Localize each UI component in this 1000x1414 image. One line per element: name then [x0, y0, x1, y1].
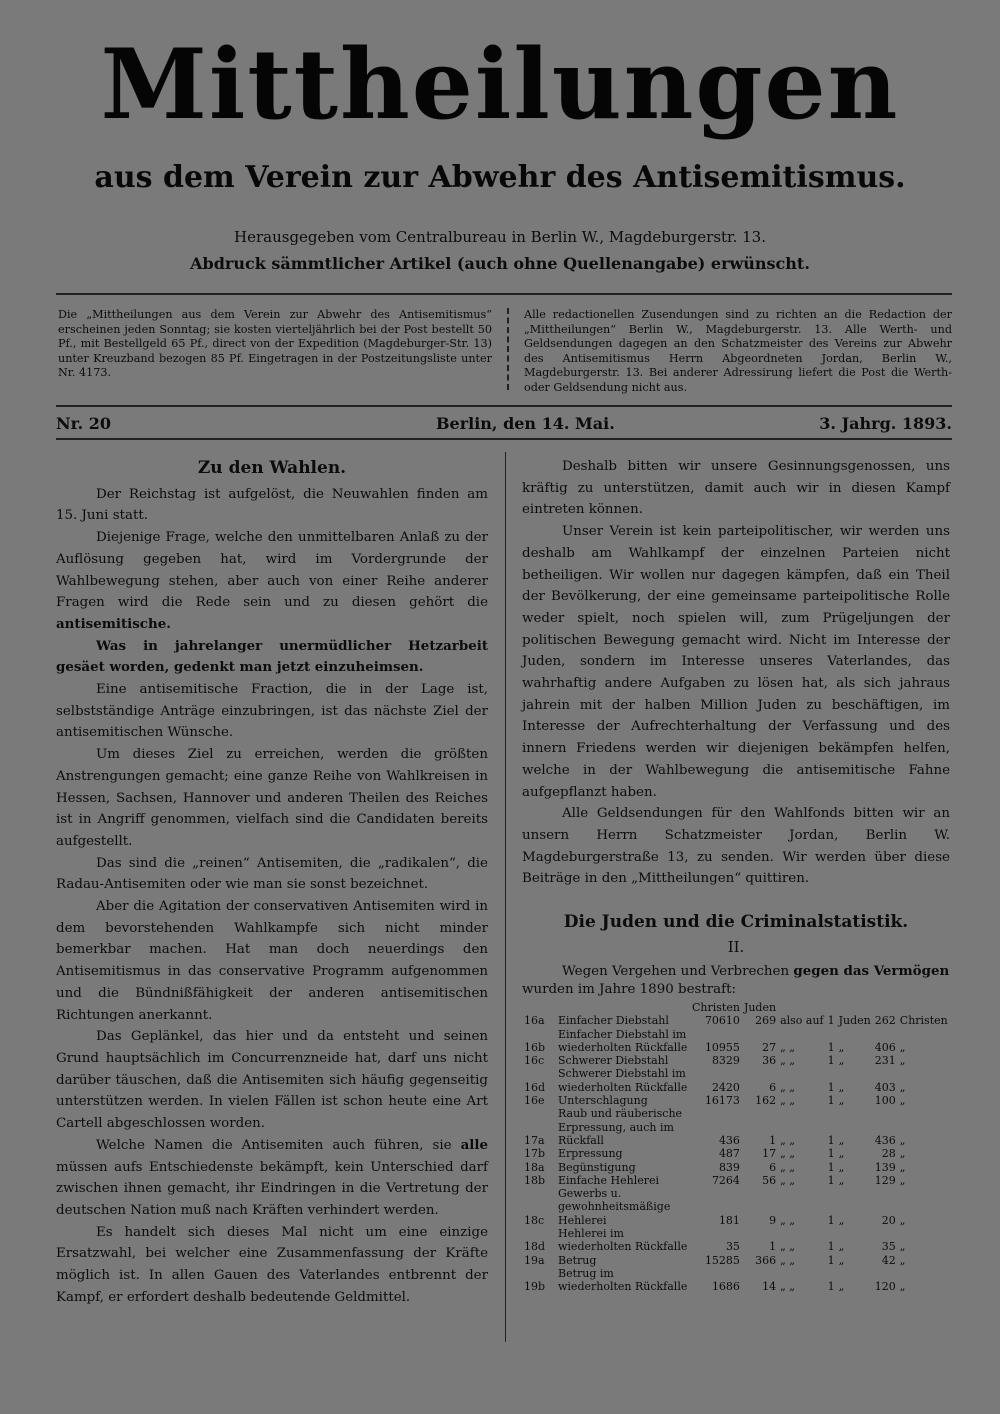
- article-paragraph: Das sind die „reinen“ Antisemiten, die „radikalen“, die Radau-Antisemiten oder wie man sie sonst bezeichnet.: [56, 855, 488, 893]
- issue-place-date: Berlin, den 14. Mai.: [436, 414, 615, 433]
- ratio-juden-word: „: [838, 1133, 845, 1147]
- juden-count: 162: [755, 1094, 777, 1108]
- article-paragraph: [56, 1135, 488, 1222]
- column-header-juden: Juden: [743, 1001, 777, 1014]
- juden-count: 366: [755, 1253, 777, 1267]
- statistics-table: [522, 1001, 950, 1294]
- ratio-christen-word: „: [899, 1240, 906, 1254]
- juden-count: 17: [762, 1147, 777, 1161]
- ratio-juden-word: „: [838, 1213, 845, 1227]
- article-paragraph: Deshalb bitten wir unsere Gesinnungsgenossen, uns kräftig zu unterstützen, damit auch wir in diesen Kampf eintreten können.: [522, 459, 950, 518]
- ratio-value: 35: [881, 1240, 896, 1254]
- ratio-prefix: „ „: [780, 1253, 795, 1267]
- ratio-christen-word: „: [899, 1173, 906, 1187]
- table-row: [522, 1107, 950, 1147]
- christen-count: 10955: [704, 1040, 740, 1054]
- article-paragraph: Es handelt sich dieses Mal nicht um eine einzige Ersatzwahl, bei welcher eine Zusammenfassung der Kräfte möglich ist. In allen Gauen des Vaterlandes entbrennt der Kampf, er erfordert deshalb bedeutende Geldmittel.: [56, 1224, 488, 1305]
- row-label: Schwerer Diebstahl im wiederholten Rückfalle: [558, 1067, 688, 1094]
- ratio-christen-word: „: [899, 1280, 906, 1294]
- ratio-one: 1: [827, 1040, 835, 1054]
- ratio-prefix: „ „: [780, 1173, 795, 1187]
- paragraph-text: müssen aufs Entschiedenste bekämpft, kein Unterschied darf zwischen ihnen gemacht, ihr Eindringen in die Vertretung der deutschen Nation muß nach Kräften verhindert werden.: [56, 1159, 488, 1218]
- ratio-one: 1: [827, 1080, 835, 1094]
- ratio-one: 1: [827, 1133, 835, 1147]
- subscription-notice: Die „Mittheilungen aus dem Verein zur Abwehr des Antisemitismus“ erscheinen jeden Sonntag; sie kosten vierteljährlich bei der Post bestellt 50 Pf., mit Bestellgeld 65 Pf., direct von der Expedition (Magdeburger-Str. 13) unter Kreuzband bezogen 85 Pf. Eingetragen in der Postzeitungsliste unter Nr. 4173.: [58, 308, 492, 380]
- ratio-value: 28: [881, 1147, 896, 1161]
- ratio-one: 1: [827, 1253, 835, 1267]
- section-intro: [522, 962, 950, 999]
- ratio-value: 100: [874, 1094, 896, 1108]
- ratio-value: 129: [874, 1173, 896, 1187]
- row-code: 19a: [524, 1253, 545, 1267]
- row-code: 16e: [524, 1094, 545, 1108]
- christen-count: 70610: [704, 1014, 740, 1028]
- intro-text: wurden im Jahre 1890 bestraft:: [522, 982, 736, 997]
- masthead-subtitle: aus dem Verein zur Abwehr des Antisemitismus.: [94, 160, 906, 195]
- juden-count: 1: [769, 1133, 777, 1147]
- article-paragraph: Alle Geldsendungen für den Wahlfonds bitten wir an unsern Herrn Schatzmeister Jordan, Berlin W. Magdeburgerstraße 13, zu senden. Wir werden über diese Beiträge in den „Mittheilungen“ quittiren.: [522, 806, 950, 887]
- christen-count: 1686: [711, 1280, 740, 1294]
- table-row: [522, 1147, 950, 1160]
- row-label: Betrug im wiederholten Rückfalle: [558, 1266, 688, 1294]
- ratio-christen-word: „: [899, 1133, 906, 1147]
- ratio-value: 120: [874, 1280, 896, 1294]
- publisher-line: Herausgegeben vom Centralbureau in Berlin W., Magdeburgerstr. 13.: [234, 228, 766, 246]
- article-paragraph: Der Reichstag ist aufgelöst, die Neuwahlen finden am 15. Juni statt.: [56, 486, 488, 524]
- juden-count: 36: [762, 1054, 777, 1068]
- ratio-value: 406: [874, 1040, 896, 1054]
- ratio-christen-word: „: [899, 1253, 906, 1267]
- juden-count: 14: [762, 1280, 777, 1294]
- ratio-juden-word: „: [838, 1280, 845, 1294]
- paragraph-text: Diejenige Frage, welche den unmittelbaren Anlaß zu der Auflösung gegeben hat, wird im Vordergrunde der Wahlbewegung stehen, aber auch von einer Reihe anderer Fragen wird die Rede sein und zu diesen gehört die: [56, 530, 488, 611]
- ratio-juden-word: Juden: [838, 1014, 871, 1028]
- row-code: 17b: [524, 1147, 546, 1161]
- table-row: [522, 1161, 950, 1174]
- ratio-one: 1: [827, 1280, 835, 1294]
- ratio-prefix: also auf: [780, 1014, 824, 1028]
- masthead-title: Mittheilungen: [100, 28, 900, 141]
- christen-count: 2420: [711, 1080, 740, 1094]
- ratio-christen-word: Christen: [899, 1014, 948, 1028]
- row-code: 18d: [524, 1240, 546, 1254]
- row-label: Einfache Hehlerei: [558, 1173, 660, 1187]
- article-paragraph: Unser Verein ist kein parteipolitischer, wir werden uns deshalb am Wahlkampf der einzelnen Parteien nicht betheiligen. Wir wollen nur dagegen kämpfen, daß ein Theil der Bevölkerung, der eine gemeinsame parteipolitische Rolle weder spielt, noch spielen will, zum Prügeljungen der politischen Bewegung gemacht wird. Nicht im Interesse der Juden, sondern im Interesse unseres Vaterlandes, das wahrhaftig andere Aufgaben zu lösen hat, als sich jahraus jahrein mit der halben Million Juden zu beschäftigen, im Interesse der Aufrechterhaltung der Verfassung und des innern Friedens werden wir diejenigen bekämpfen helfen, welche in der Wahlbewegung die antisemitische Fahne aufgepflanzt haben.: [522, 524, 950, 800]
- ratio-prefix: „ „: [780, 1094, 795, 1108]
- intro-text: Wegen Vergehen und Verbrechen: [562, 964, 790, 979]
- ratio-juden-word: „: [838, 1040, 845, 1054]
- row-code: 18c: [524, 1213, 545, 1227]
- article-paragraph: Das Geplänkel, das hier und da entsteht und seinen Grund hauptsächlich im Concurrenzneide hat, darf uns nicht darüber täuschen, daß die Antisemiten sich häufig gegenseitig unterstützen werden. In vielen Fällen ist schon heute eine Art Cartell abgeschlossen worden.: [56, 1029, 488, 1132]
- issue-year: 3. Jahrg. 1893.: [819, 414, 952, 433]
- row-label: Raub und räuberische Erpressung, auch im Rückfall: [558, 1107, 683, 1147]
- ratio-one: 1: [827, 1173, 835, 1187]
- juden-count: 56: [762, 1173, 777, 1187]
- juden-count: 27: [762, 1040, 777, 1054]
- ratio-juden-word: „: [838, 1094, 845, 1108]
- column-header-christen: Christen: [692, 1001, 740, 1014]
- ratio-value: 231: [874, 1054, 896, 1068]
- row-code: 17a: [524, 1133, 545, 1147]
- ratio-one: 1: [827, 1014, 835, 1028]
- editorial-notice: Alle redactionellen Zusendungen sind zu richten an die Redaction der „Mittheilungen“ Berlin W., Magdeburgerstr. 13. Alle Werth- und Geldsendungen dagegen an den Schatzmeister des Vereins zur Abwehr des Antisemitismus Herrn Abgeordneten Jordan, Berlin W., Magdeburgerstr. 13. Bei anderer Adressirung liefert die Post die Werth- oder Geldsendung nicht aus.: [524, 308, 952, 394]
- row-label: Erpressung: [558, 1147, 623, 1161]
- ratio-value: 403: [874, 1080, 896, 1094]
- row-label: Schwerer Diebstahl: [558, 1054, 669, 1068]
- ratio-juden-word: „: [838, 1160, 845, 1174]
- christen-count: 181: [718, 1213, 740, 1227]
- notice-divider: [507, 308, 511, 390]
- ratio-christen-word: „: [899, 1213, 906, 1227]
- ratio-prefix: „ „: [780, 1147, 795, 1161]
- ratio-one: 1: [827, 1213, 835, 1227]
- row-label: Einfacher Diebstahl: [558, 1014, 669, 1028]
- dateline-top-rule: [56, 405, 952, 407]
- paragraph-text: Welche Namen die Antisemiten auch führen, sie: [96, 1137, 452, 1153]
- article-paragraph: Um dieses Ziel zu erreichen, werden die größten Anstrengungen gemacht; eine ganze Reihe von Wahlkreisen in Hessen, Sachsen, Hannover und anderen Theilen des Reiches ist in Angriff genommen, vielfach sind die Candidaten bereits aufgestellt.: [56, 747, 488, 849]
- ratio-prefix: „ „: [780, 1080, 795, 1094]
- article-paragraph: Eine antisemitische Fraction, die in der Lage ist, selbstständige Anträge einzubringen, ist das nächste Ziel der antisemitischen Wünsche.: [56, 682, 488, 741]
- table-row: [522, 1187, 950, 1227]
- criminal-statistics-section: [522, 912, 950, 1294]
- row-code: 16b: [524, 1040, 546, 1054]
- ratio-prefix: „ „: [780, 1213, 795, 1227]
- ratio-juden-word: „: [838, 1080, 845, 1094]
- dateline: [56, 410, 952, 436]
- ratio-value: 42: [881, 1253, 896, 1267]
- table-row: [522, 1014, 950, 1027]
- ratio-christen-word: „: [899, 1080, 906, 1094]
- ratio-juden-word: „: [838, 1253, 845, 1267]
- row-label: Einfacher Diebstahl im wiederholten Rückfalle: [558, 1027, 688, 1054]
- juden-count: 269: [755, 1014, 777, 1028]
- table-row: [522, 1067, 950, 1094]
- row-code: 16c: [524, 1054, 545, 1068]
- table-row: [522, 1174, 950, 1187]
- juden-count: 6: [769, 1160, 777, 1174]
- table-row: [522, 1254, 950, 1267]
- row-label: Betrug: [558, 1253, 597, 1267]
- ratio-one: 1: [827, 1094, 835, 1108]
- ratio-christen-word: „: [899, 1040, 906, 1054]
- row-label: Begünstigung: [558, 1160, 636, 1174]
- ratio-christen-word: „: [899, 1160, 906, 1174]
- intro-emphasis: gegen das Vermögen: [793, 963, 950, 979]
- ratio-prefix: „ „: [780, 1240, 795, 1254]
- ratio-one: 1: [827, 1147, 835, 1161]
- table-row: [522, 1054, 950, 1067]
- table-header-row: [522, 1001, 950, 1014]
- header-rule: [56, 293, 952, 295]
- ratio-one: 1: [827, 1160, 835, 1174]
- ratio-prefix: „ „: [780, 1133, 795, 1147]
- row-label: Hehlerei im wiederholten Rückfalle: [558, 1227, 688, 1254]
- article-right-column: [522, 456, 950, 890]
- juden-count: 9: [769, 1213, 777, 1227]
- article-left-column: [56, 456, 488, 1308]
- table-row: [522, 1267, 950, 1294]
- juden-count: 6: [769, 1080, 777, 1094]
- ratio-juden-word: „: [838, 1173, 845, 1187]
- row-label: Unterschlagung: [558, 1094, 648, 1108]
- ratio-christen-word: „: [899, 1147, 906, 1161]
- table-row: [522, 1094, 950, 1107]
- christen-count: 839: [718, 1160, 740, 1174]
- article-paragraph: Aber die Agitation der conservativen Antisemiten wird in dem bevorstehenden Wahlkampfe sich nicht minder bemerkbar machen. Hat man doch neuerdings den Antisemitismus in das conservative Programm aufgenommen und die Bündnißfähigkeit der anderen antisemitischen Richtungen anerkannt.: [56, 899, 488, 1023]
- ratio-juden-word: „: [838, 1240, 845, 1254]
- ratio-one: 1: [827, 1240, 835, 1254]
- article-heading: Zu den Wahlen.: [197, 458, 347, 478]
- section-heading: Die Juden und die Criminalstatistik.: [563, 912, 909, 932]
- ratio-juden-word: „: [838, 1054, 845, 1068]
- ratio-prefix: „ „: [780, 1040, 795, 1054]
- ratio-value: 262: [874, 1014, 896, 1028]
- christen-count: 487: [718, 1147, 740, 1161]
- juden-count: 1: [769, 1240, 777, 1254]
- column-rule: [505, 452, 506, 1342]
- row-code: 16a: [524, 1014, 545, 1028]
- row-code: 18a: [524, 1160, 545, 1174]
- ratio-christen-word: „: [899, 1054, 906, 1068]
- row-code: 16d: [524, 1080, 546, 1094]
- row-code: 18b: [524, 1173, 546, 1187]
- christen-count: 8329: [711, 1054, 740, 1068]
- christen-count: 16173: [704, 1094, 740, 1108]
- ratio-prefix: „ „: [780, 1280, 795, 1294]
- emphasis-text: alle: [460, 1136, 488, 1153]
- reprint-notice: Abdruck sämmtlicher Artikel (auch ohne Quellenangabe) erwünscht.: [190, 254, 810, 273]
- ratio-juden-word: „: [838, 1147, 845, 1161]
- christen-count: 35: [725, 1240, 740, 1254]
- emphasis-text: antisemitische.: [56, 615, 171, 632]
- ratio-one: 1: [827, 1054, 835, 1068]
- issue-number: Nr. 20: [56, 414, 111, 433]
- ratio-prefix: „ „: [780, 1160, 795, 1174]
- christen-count: 7264: [711, 1173, 740, 1187]
- dateline-bottom-rule: [56, 438, 952, 440]
- section-part: II.: [727, 938, 745, 956]
- ratio-value: 436: [874, 1133, 896, 1147]
- christen-count: 436: [718, 1133, 740, 1147]
- ratio-christen-word: „: [899, 1094, 906, 1108]
- article-paragraph-bold: Was in jahrelanger unermüdlicher Hetzarbeit gesäet worden, gedenkt man jetzt einzuheimsen.: [56, 637, 488, 676]
- row-code: 19b: [524, 1280, 546, 1294]
- row-label: Gewerbs u. gewohnheitsmäßige Hehlerei: [558, 1187, 671, 1227]
- table-row: [522, 1227, 950, 1254]
- table-row: [522, 1028, 950, 1055]
- article-paragraph: [56, 527, 488, 636]
- ratio-value: 139: [874, 1160, 896, 1174]
- ratio-value: 20: [881, 1213, 896, 1227]
- christen-count: 15285: [704, 1253, 740, 1267]
- ratio-prefix: „ „: [780, 1054, 795, 1068]
